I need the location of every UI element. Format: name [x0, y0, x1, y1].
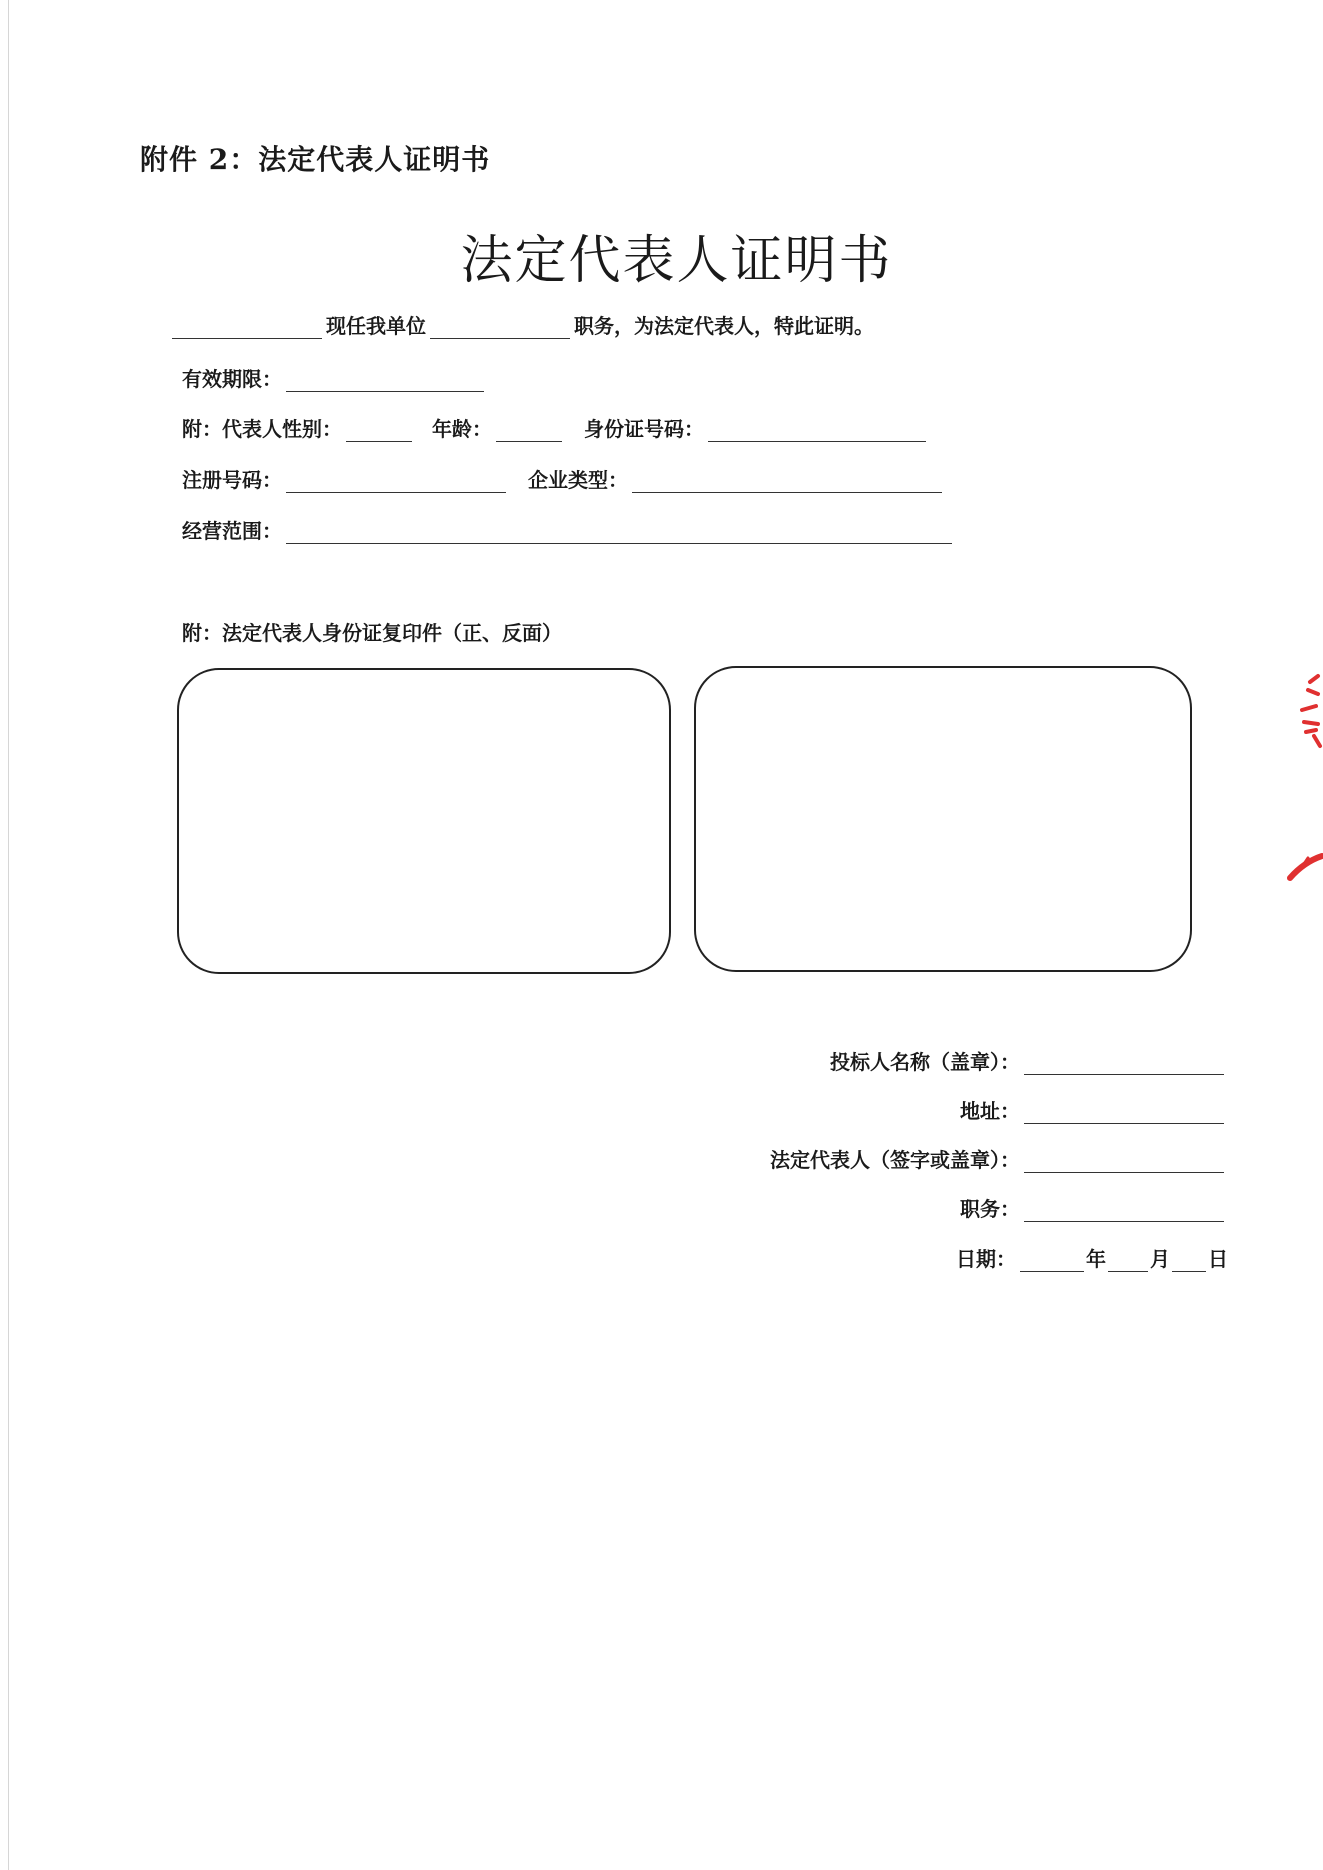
statement-text-2: 职务，为法定代表人，特此证明。 — [574, 314, 874, 338]
unit-name-blank[interactable] — [172, 316, 322, 339]
gender-label: 附：代表人性别： — [182, 417, 342, 441]
business-scope-blank[interactable] — [286, 521, 952, 544]
bidder-name-row — [830, 1046, 1228, 1075]
age-label: 年龄： — [432, 417, 492, 441]
day-label: 日 — [1208, 1247, 1228, 1271]
id-card-front-box — [177, 668, 671, 974]
id-copy-row — [182, 617, 562, 646]
date-label: 日期： — [956, 1247, 1016, 1271]
registration-row — [182, 464, 946, 493]
company-type-label: 企业类型： — [528, 468, 628, 492]
day-blank[interactable] — [1172, 1249, 1206, 1272]
representative-info-row — [182, 413, 930, 442]
month-blank[interactable] — [1108, 1249, 1148, 1272]
validity-label: 有效期限： — [182, 367, 282, 391]
statement-row — [172, 310, 874, 339]
company-type-blank[interactable] — [632, 470, 942, 493]
business-scope-label: 经营范围： — [182, 519, 282, 543]
position-sign-blank[interactable] — [1024, 1199, 1224, 1222]
address-blank[interactable] — [1024, 1101, 1224, 1124]
address-label: 地址： — [960, 1099, 1020, 1123]
position-row — [960, 1193, 1228, 1222]
official-seal-stamp — [1284, 670, 1323, 900]
id-copy-label: 附：法定代表人身份证复印件（正、反面） — [182, 621, 562, 645]
legal-rep-row — [770, 1144, 1228, 1173]
position-blank[interactable] — [430, 316, 570, 339]
statement-text-1: 现任我单位 — [326, 314, 426, 338]
id-card-back-box — [694, 666, 1192, 972]
bidder-name-blank[interactable] — [1024, 1052, 1224, 1075]
legal-rep-blank[interactable] — [1024, 1150, 1224, 1173]
attachment-heading: 附件 2：法定代表人证明书 — [140, 143, 491, 176]
year-blank[interactable] — [1020, 1249, 1084, 1272]
position-label: 职务： — [960, 1197, 1020, 1221]
reg-number-label: 注册号码： — [182, 468, 282, 492]
id-number-blank[interactable] — [708, 419, 926, 442]
document-title: 法定代表人证明书 — [460, 231, 893, 291]
age-blank[interactable] — [496, 419, 562, 442]
id-number-label: 身份证号码： — [584, 417, 704, 441]
address-row — [960, 1095, 1228, 1124]
validity-row — [182, 363, 488, 392]
year-label: 年 — [1086, 1247, 1106, 1271]
business-scope-row — [182, 515, 956, 544]
month-label: 月 — [1150, 1247, 1170, 1271]
bidder-name-label: 投标人名称（盖章）： — [830, 1050, 1020, 1074]
reg-number-blank[interactable] — [286, 470, 506, 493]
gender-blank[interactable] — [346, 419, 412, 442]
validity-blank[interactable] — [286, 369, 484, 392]
legal-rep-label: 法定代表人（签字或盖章）： — [770, 1148, 1020, 1172]
date-row — [956, 1243, 1228, 1272]
